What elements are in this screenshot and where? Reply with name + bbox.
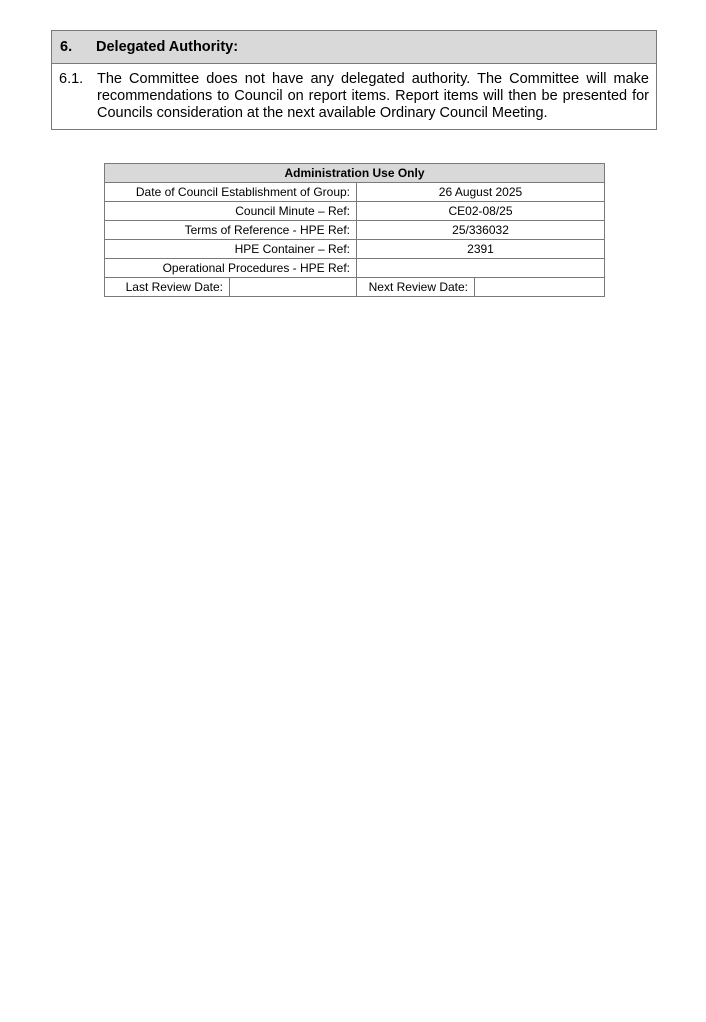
delegated-authority-section <box>51 30 657 130</box>
establishment-date-label: Date of Council Establishment of Group: <box>105 183 357 202</box>
hpe-container-label: HPE Container – Ref: <box>105 240 357 259</box>
admin-table-header-row <box>105 164 605 183</box>
operational-procedures-value <box>357 259 605 278</box>
establishment-date-value: 26 August 2025 <box>357 183 605 202</box>
section-title: Delegated Authority: <box>96 39 239 55</box>
table-row <box>105 278 605 297</box>
next-review-value <box>475 278 605 297</box>
table-row <box>105 183 605 202</box>
admin-table-title: Administration Use Only <box>105 164 605 183</box>
operational-procedures-label: Operational Procedures - HPE Ref: <box>105 259 357 278</box>
next-review-label: Next Review Date: <box>357 278 475 297</box>
terms-of-reference-label: Terms of Reference - HPE Ref: <box>105 221 357 240</box>
council-minute-label: Council Minute – Ref: <box>105 202 357 221</box>
last-review-value <box>230 278 357 297</box>
table-row <box>105 240 605 259</box>
section-number: 6. <box>60 39 73 55</box>
section-header <box>52 31 656 64</box>
table-row <box>105 259 605 278</box>
section-body <box>52 64 656 129</box>
table-row <box>105 202 605 221</box>
council-minute-value: CE02-08/25 <box>357 202 605 221</box>
subsection-text: The Committee does not have any delegated authority. The Committee will make recommendations to Council on report items. Report items will then be presented for Councils consideration at the next available Ordinary Council Meeting. <box>97 71 649 121</box>
last-review-label: Last Review Date: <box>105 278 230 297</box>
administration-table <box>104 163 605 297</box>
subsection-number: 6.1. <box>59 71 84 87</box>
hpe-container-value: 2391 <box>357 240 605 259</box>
terms-of-reference-value: 25/336032 <box>357 221 605 240</box>
table-row <box>105 221 605 240</box>
